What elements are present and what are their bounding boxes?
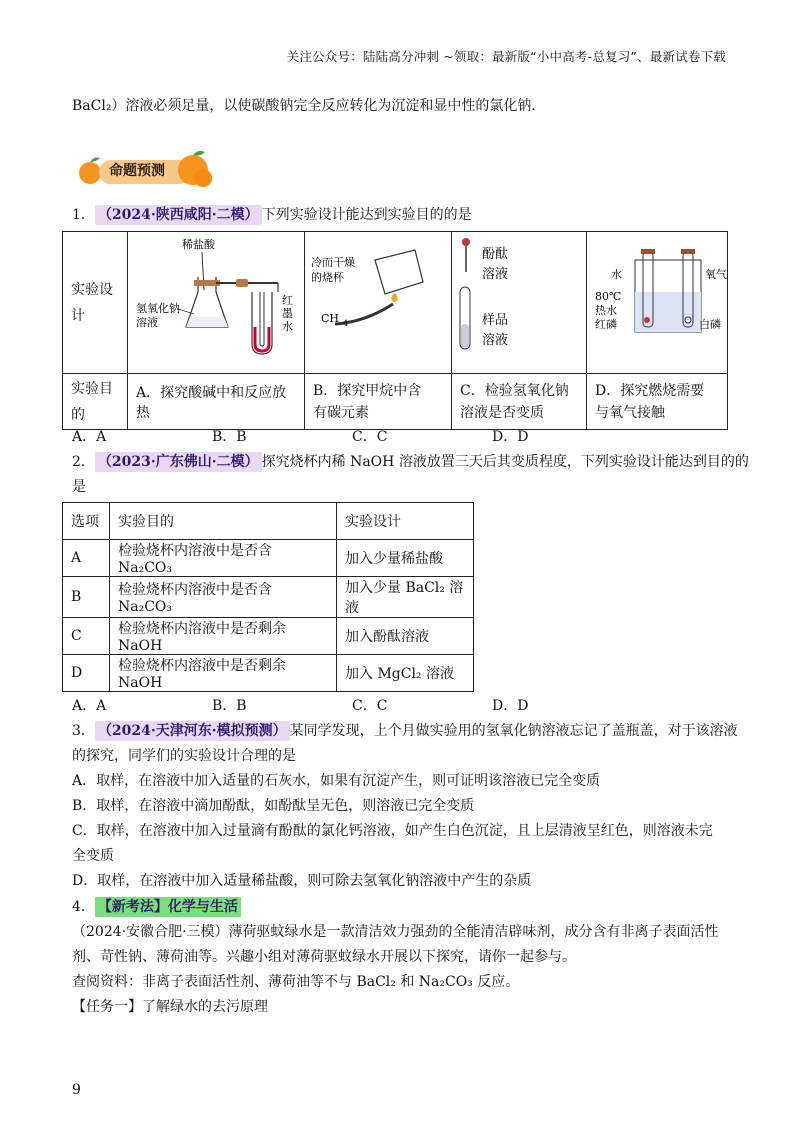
q2-stem-line2: 是 [72,479,86,495]
q3-stem: 某同学发现，上个月做实验用的氢氧化钠溶液忘记了盖瓶盖，对于该溶液 [289,723,738,739]
q2-option-c[interactable]: C．C [352,698,388,714]
fig-c-t1: 酚酞 [482,247,509,262]
q2-cell: C [63,618,110,655]
fig-a-left2: 溶液 [136,316,158,329]
q1-options [72,426,672,446]
fig-b-gas: CH [321,312,340,325]
q2-table [62,502,474,692]
q3-option-d[interactable]: D．取样，在溶液中加入适量稀盐酸，则可除去氢氧化钠溶液中产生的杂质 [72,873,532,889]
fig-a-left1: 氢氧化钠 [136,302,180,315]
fig-c-t3: 样品 [482,313,509,328]
fig-d-temp: 80℃ [595,290,622,303]
q4-header [72,897,730,917]
q2-cell: 检验烧杯内溶液中是否剩余 NaOH [110,655,337,692]
q3-option-b[interactable]: B．取样，在溶液中滴加酚酞，如酚酞呈无色，则溶液已完全变质 [72,798,475,814]
q1-option-a[interactable]: A．A [72,429,107,445]
q2-stem-line1 [72,452,749,472]
q2-header-design: 实验设计 [337,503,474,540]
q4-line3: 查阅资料：非离子表面活性剂、薄荷油等不与 BaCl₂ 和 Na₂CO₃ 反应。 [72,974,520,990]
q4-number: 4． [72,899,95,915]
q1-row2-label: 实验目的 [63,374,128,430]
q3-option-c[interactable]: C．取样，在溶液中加入过量滴有酚酞的氯化钙溶液，如产生白色沉淀，且上层清液呈红色，则溶液未完 [72,823,713,839]
fig-a-right2: 墨 [282,307,293,320]
q2-cell: 加入少量 BaCl₂ 溶液 [337,577,474,618]
q2-cell: 检验烧杯内溶液中是否剩余 NaOH [110,618,337,655]
q1-option-b[interactable]: B．B [212,429,247,445]
q4-line4: 【任务一】了解绿水的去污原理 [72,999,268,1015]
fig-c-t2: 溶液 [482,267,509,282]
fig-d-red: 红磷 [595,318,617,331]
fig-d-water: 水 [611,268,622,281]
q2-source: （2023·广东佛山·二模） [95,452,262,472]
q1-table [62,231,728,430]
header-note: 关注公众号：陆陆高分冲刺 ~领取：最新版“小中高考-总复习”、最新试卷下载 [286,49,726,64]
q1-purpose-a: A．探究酸碱中和反应放热 [128,374,305,430]
q2-option-a[interactable]: A．A [72,698,107,714]
q3-stem-line1 [72,721,738,741]
q1-number: 1． [72,207,95,223]
q2-header-option: 选项 [63,503,110,540]
q2-cell: D [63,655,110,692]
fig-a-right1: 红 [282,294,293,307]
fig-a-right3: 水 [282,320,293,333]
q2-number: 2． [72,454,95,470]
q2-stem: 探究烧杯内稀 NaOH 溶液放置三天后其变质程度，下列实验设计能达到目的的 [261,454,749,470]
q1-fig-c [452,232,587,374]
fig-b-gas-sub: 4 [343,319,349,328]
q2-options [72,695,672,715]
q3-source: （2024·天津河东·模拟预测） [95,721,290,741]
q3-option-c-cont: 全变质 [72,848,114,864]
q2-cell: A [63,540,110,577]
q3-stem-line2: 的探究，同学们的实验设计合理的是 [72,748,296,764]
fig-d-white: 白磷 [699,318,721,331]
q1-source: （2024·陕西咸阳·二模） [95,205,262,225]
q2-option-b[interactable]: B．B [212,698,247,714]
q4-line1: （2024·安徽合肥·三模）薄荷驱蚊绿水是一款清洁效力强劲的全能清洁辟味剂，成分含有非离子表面活性 [72,924,719,940]
q2-cell: 加入少量稀盐酸 [337,540,474,577]
q2-cell: 加入酚酞溶液 [337,618,474,655]
fig-a-top-label: 稀盐酸 [182,238,215,251]
q1-fig-b [305,232,452,374]
q1-stem-line [72,205,730,225]
q1-row1-label: 实验设计 [63,232,128,374]
fig-d-hot: 热水 [595,304,617,317]
q2-header-purpose: 实验目的 [110,503,337,540]
q1-purpose-b: B．探究甲烷中含有碳元素 [305,374,452,430]
page-number: 9 [72,1082,81,1098]
fig-c-t4: 溶液 [482,333,509,348]
q1-option-d[interactable]: D．D [492,429,529,445]
q2-option-d[interactable]: D．D [492,698,529,714]
q3-number: 3． [72,723,95,739]
intro-line: BaCl₂）溶液必须足量，以使碳酸钠完全反应转化为沉淀和显中性的氯化钠. [72,98,536,114]
section-banner [75,148,215,190]
q3-option-a[interactable]: A．取样，在溶液中加入适量的石灰水，如果有沉淀产生，则可证明该溶液已完全变质 [72,773,601,789]
q2-cell: 检验烧杯内溶液中是否含 Na₂CO₃ [110,540,337,577]
fig-b-label1: 冷而干燥 [311,256,355,269]
q2-cell: 加入 MgCl₂ 溶液 [337,655,474,692]
q1-option-c[interactable]: C．C [352,429,388,445]
fig-d-oxygen: 氧气 [705,268,727,281]
fig-b-label2: 的烧杯 [311,271,344,284]
q1-fig-a [128,232,305,374]
q1-purpose-c: C．检验氢氧化钠溶液是否变质 [452,374,587,430]
q1-fig-d [587,232,728,374]
q1-stem: 下列实验设计能达到实验目的的是 [261,207,472,223]
q2-cell: 检验烧杯内溶液中是否含 Na₂CO₃ [110,577,337,618]
section-label: 命题预测 [109,163,165,179]
q4-tag: 【新考法】化学与生活 [95,897,241,917]
q1-purpose-d: D．探究燃烧需要与氧气接触 [587,374,728,430]
q2-cell: B [63,577,110,618]
q4-line2: 剂、苛性钠、薄荷油等。兴趣小组对薄荷驱蚊绿水开展以下探究，请你一起参与。 [72,949,576,965]
